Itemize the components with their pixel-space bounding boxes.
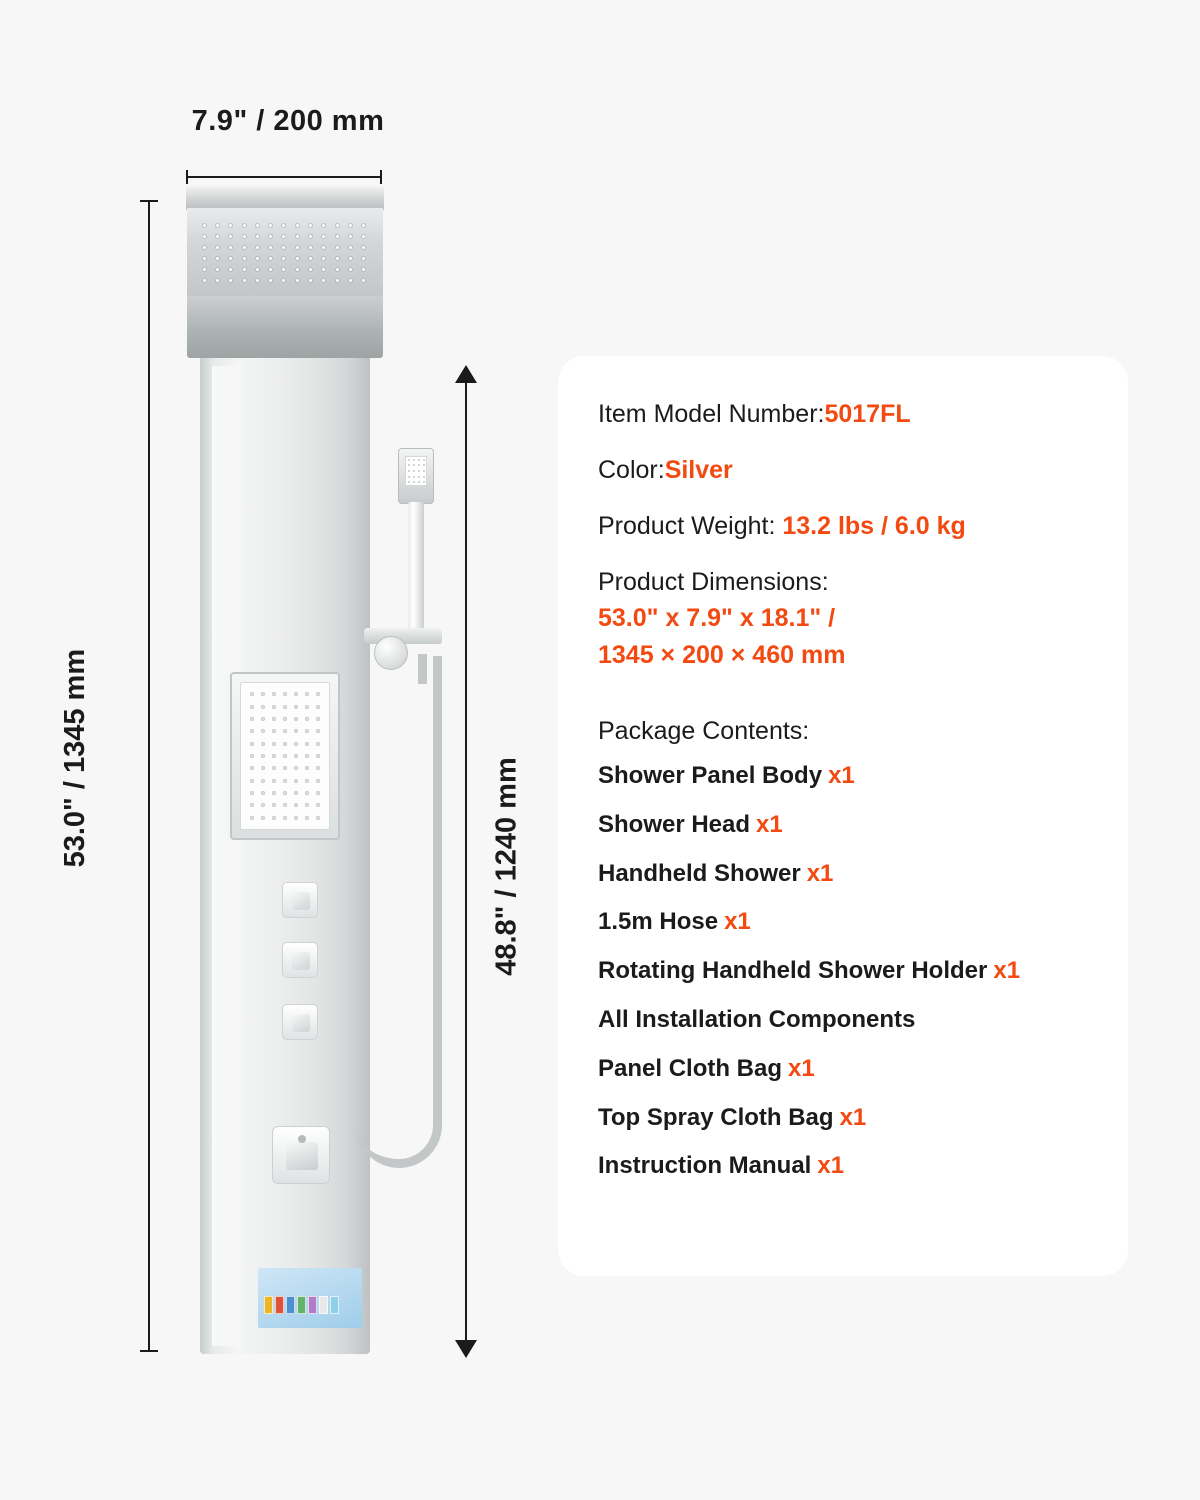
content-qty: x1 (788, 1054, 815, 1082)
height-dimension-cap-bottom (140, 1350, 158, 1352)
dimensions-value-line-2: 1345 × 200 × 460 mm (598, 640, 846, 669)
list-item (598, 811, 1090, 840)
panel-height-arrow-bottom (455, 1340, 477, 1358)
list-item (598, 957, 1090, 986)
shower-head-nozzles (198, 220, 370, 286)
shower-head-top (186, 186, 384, 210)
content-qty: x1 (993, 957, 1021, 985)
height-dimension-line (148, 200, 150, 1352)
shower-panel-illustration (186, 186, 476, 1356)
panel-height-label: 48.8" / 1240 mm (490, 757, 523, 976)
list-item (598, 908, 1090, 937)
content-name: 1.5m Hose (598, 908, 719, 936)
content-name: Shower Panel Body (598, 762, 823, 789)
width-dimension-line (186, 176, 382, 178)
content-name: Shower Head (598, 810, 751, 838)
package-contents-title: Package Contents: (598, 717, 810, 745)
content-qty: x1 (756, 810, 783, 838)
dimensions-value-line-1: 53.0" x 7.9" x 18.1" / (598, 604, 836, 632)
color-value: Silver (664, 456, 733, 484)
product-label-sticker (258, 1268, 362, 1328)
panel-height-line (465, 378, 467, 1352)
massage-jet-3 (282, 1004, 318, 1040)
list-item (598, 860, 1090, 889)
content-qty: x1 (724, 908, 751, 936)
weight-value: 13.2 lbs / 6.0 kg (782, 512, 966, 540)
massage-jet-2 (282, 942, 318, 978)
weight-row (598, 510, 1090, 542)
list-item (598, 1152, 1090, 1181)
content-name: Instruction Manual (598, 1152, 812, 1180)
list-item (598, 1055, 1090, 1084)
list-item (598, 762, 1090, 791)
content-name: Rotating Handheld Shower Holder (598, 957, 988, 985)
shower-head-base (187, 296, 383, 358)
width-dimension-tick-left (186, 170, 188, 184)
list-item (598, 1104, 1090, 1133)
content-name: Top Spray Cloth Bag (598, 1103, 834, 1131)
content-name: All Installation Components (598, 1005, 916, 1033)
content-qty: x1 (806, 859, 834, 887)
dimensions-label: Product Dimensions: (598, 568, 829, 596)
content-name: Handheld Shower (598, 859, 801, 887)
content-qty: x1 (828, 762, 855, 789)
weight-label: Product Weight: (598, 512, 783, 540)
content-qty: x1 (817, 1152, 845, 1180)
model-number-row (598, 398, 1090, 430)
shower-hose (356, 656, 442, 1168)
specification-card (558, 356, 1128, 1276)
color-row (598, 454, 1090, 486)
handheld-shower-nozzles (405, 456, 427, 486)
model-number-value: 5017FL (824, 400, 911, 428)
height-dimension-label: 53.0" / 1345 mm (58, 648, 91, 868)
list-item (598, 1006, 1090, 1035)
label-color-swatches (264, 1296, 339, 1314)
panel-highlight (212, 366, 246, 1346)
massage-jet-1 (282, 882, 318, 918)
content-name: Panel Cloth Bag (598, 1054, 783, 1082)
body-spray-nozzles (240, 682, 330, 830)
dimensions-row (598, 566, 1090, 671)
height-dimension-cap-top (140, 200, 158, 202)
color-label: Color: (598, 456, 665, 484)
width-dimension-tick-right (380, 170, 382, 184)
mixer-valve-control (272, 1126, 330, 1184)
handheld-shower-handle (408, 502, 424, 634)
content-qty: x1 (839, 1103, 867, 1131)
width-dimension-label: 7.9" / 200 mm (191, 105, 385, 137)
model-number-label: Item Model Number: (598, 400, 825, 428)
